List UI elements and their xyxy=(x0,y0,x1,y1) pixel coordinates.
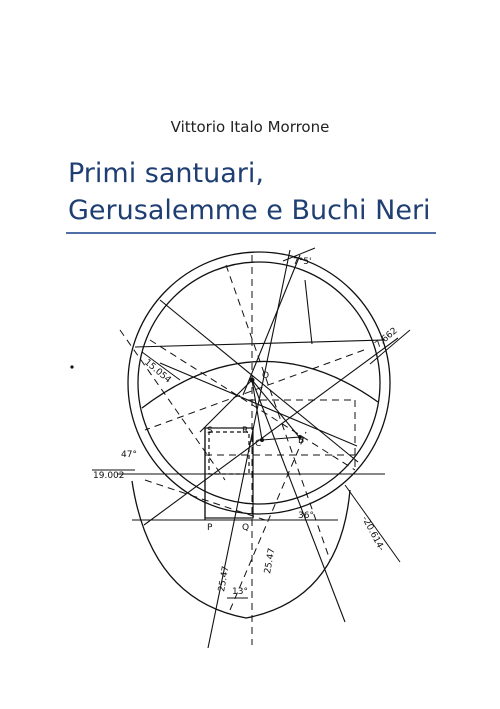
angle-left-label: 47° xyxy=(121,450,137,460)
title-line-2: Gerusalemme e Buchi Neri xyxy=(68,195,431,226)
inner-dashed-rectangle xyxy=(209,432,249,474)
point-q-label: Q xyxy=(242,523,250,533)
construction-line xyxy=(135,340,385,347)
construction-line xyxy=(262,437,300,440)
point-p-label: P xyxy=(207,523,213,533)
point-b-label: B xyxy=(298,436,305,446)
measure-upper-left-label: 15.054 xyxy=(142,357,173,386)
title-divider xyxy=(66,232,436,234)
point-c-label: C xyxy=(255,439,262,449)
book-title xyxy=(68,155,431,229)
measure-left-label: 19.002 xyxy=(93,471,125,481)
measure-upper-right-label: 7.662 xyxy=(373,326,400,351)
point-s-label: S xyxy=(207,426,213,436)
angle-bottom-label: 13° xyxy=(232,587,248,597)
construction-line xyxy=(243,255,300,395)
construction-line xyxy=(160,300,358,462)
author-name: Vittorio Italo Morrone xyxy=(170,118,330,136)
measure-lower-left-label: 25.47 xyxy=(217,565,232,593)
geometric-drawing xyxy=(0,240,500,709)
inner-circle xyxy=(138,262,380,504)
circle-outlines xyxy=(128,252,390,618)
title-line-1: Primi santuari, xyxy=(68,158,264,189)
angle-top-label: 7°5' xyxy=(293,257,312,267)
rectangle xyxy=(205,428,253,518)
dimension-marks xyxy=(92,248,410,598)
point-o-dot xyxy=(250,378,255,383)
point-o-label: O xyxy=(262,371,270,381)
stray-dot xyxy=(70,365,73,368)
measure-lower-center-label: 25.47 xyxy=(263,547,278,575)
construction-line xyxy=(252,380,345,622)
point-r-label: R xyxy=(242,426,249,436)
angle-lower-right-label: 36° xyxy=(298,511,314,521)
construction-line xyxy=(305,280,312,344)
construction-line xyxy=(144,338,398,525)
construction-line xyxy=(160,363,357,446)
measure-lower-right-label: -20.614- xyxy=(359,514,387,553)
